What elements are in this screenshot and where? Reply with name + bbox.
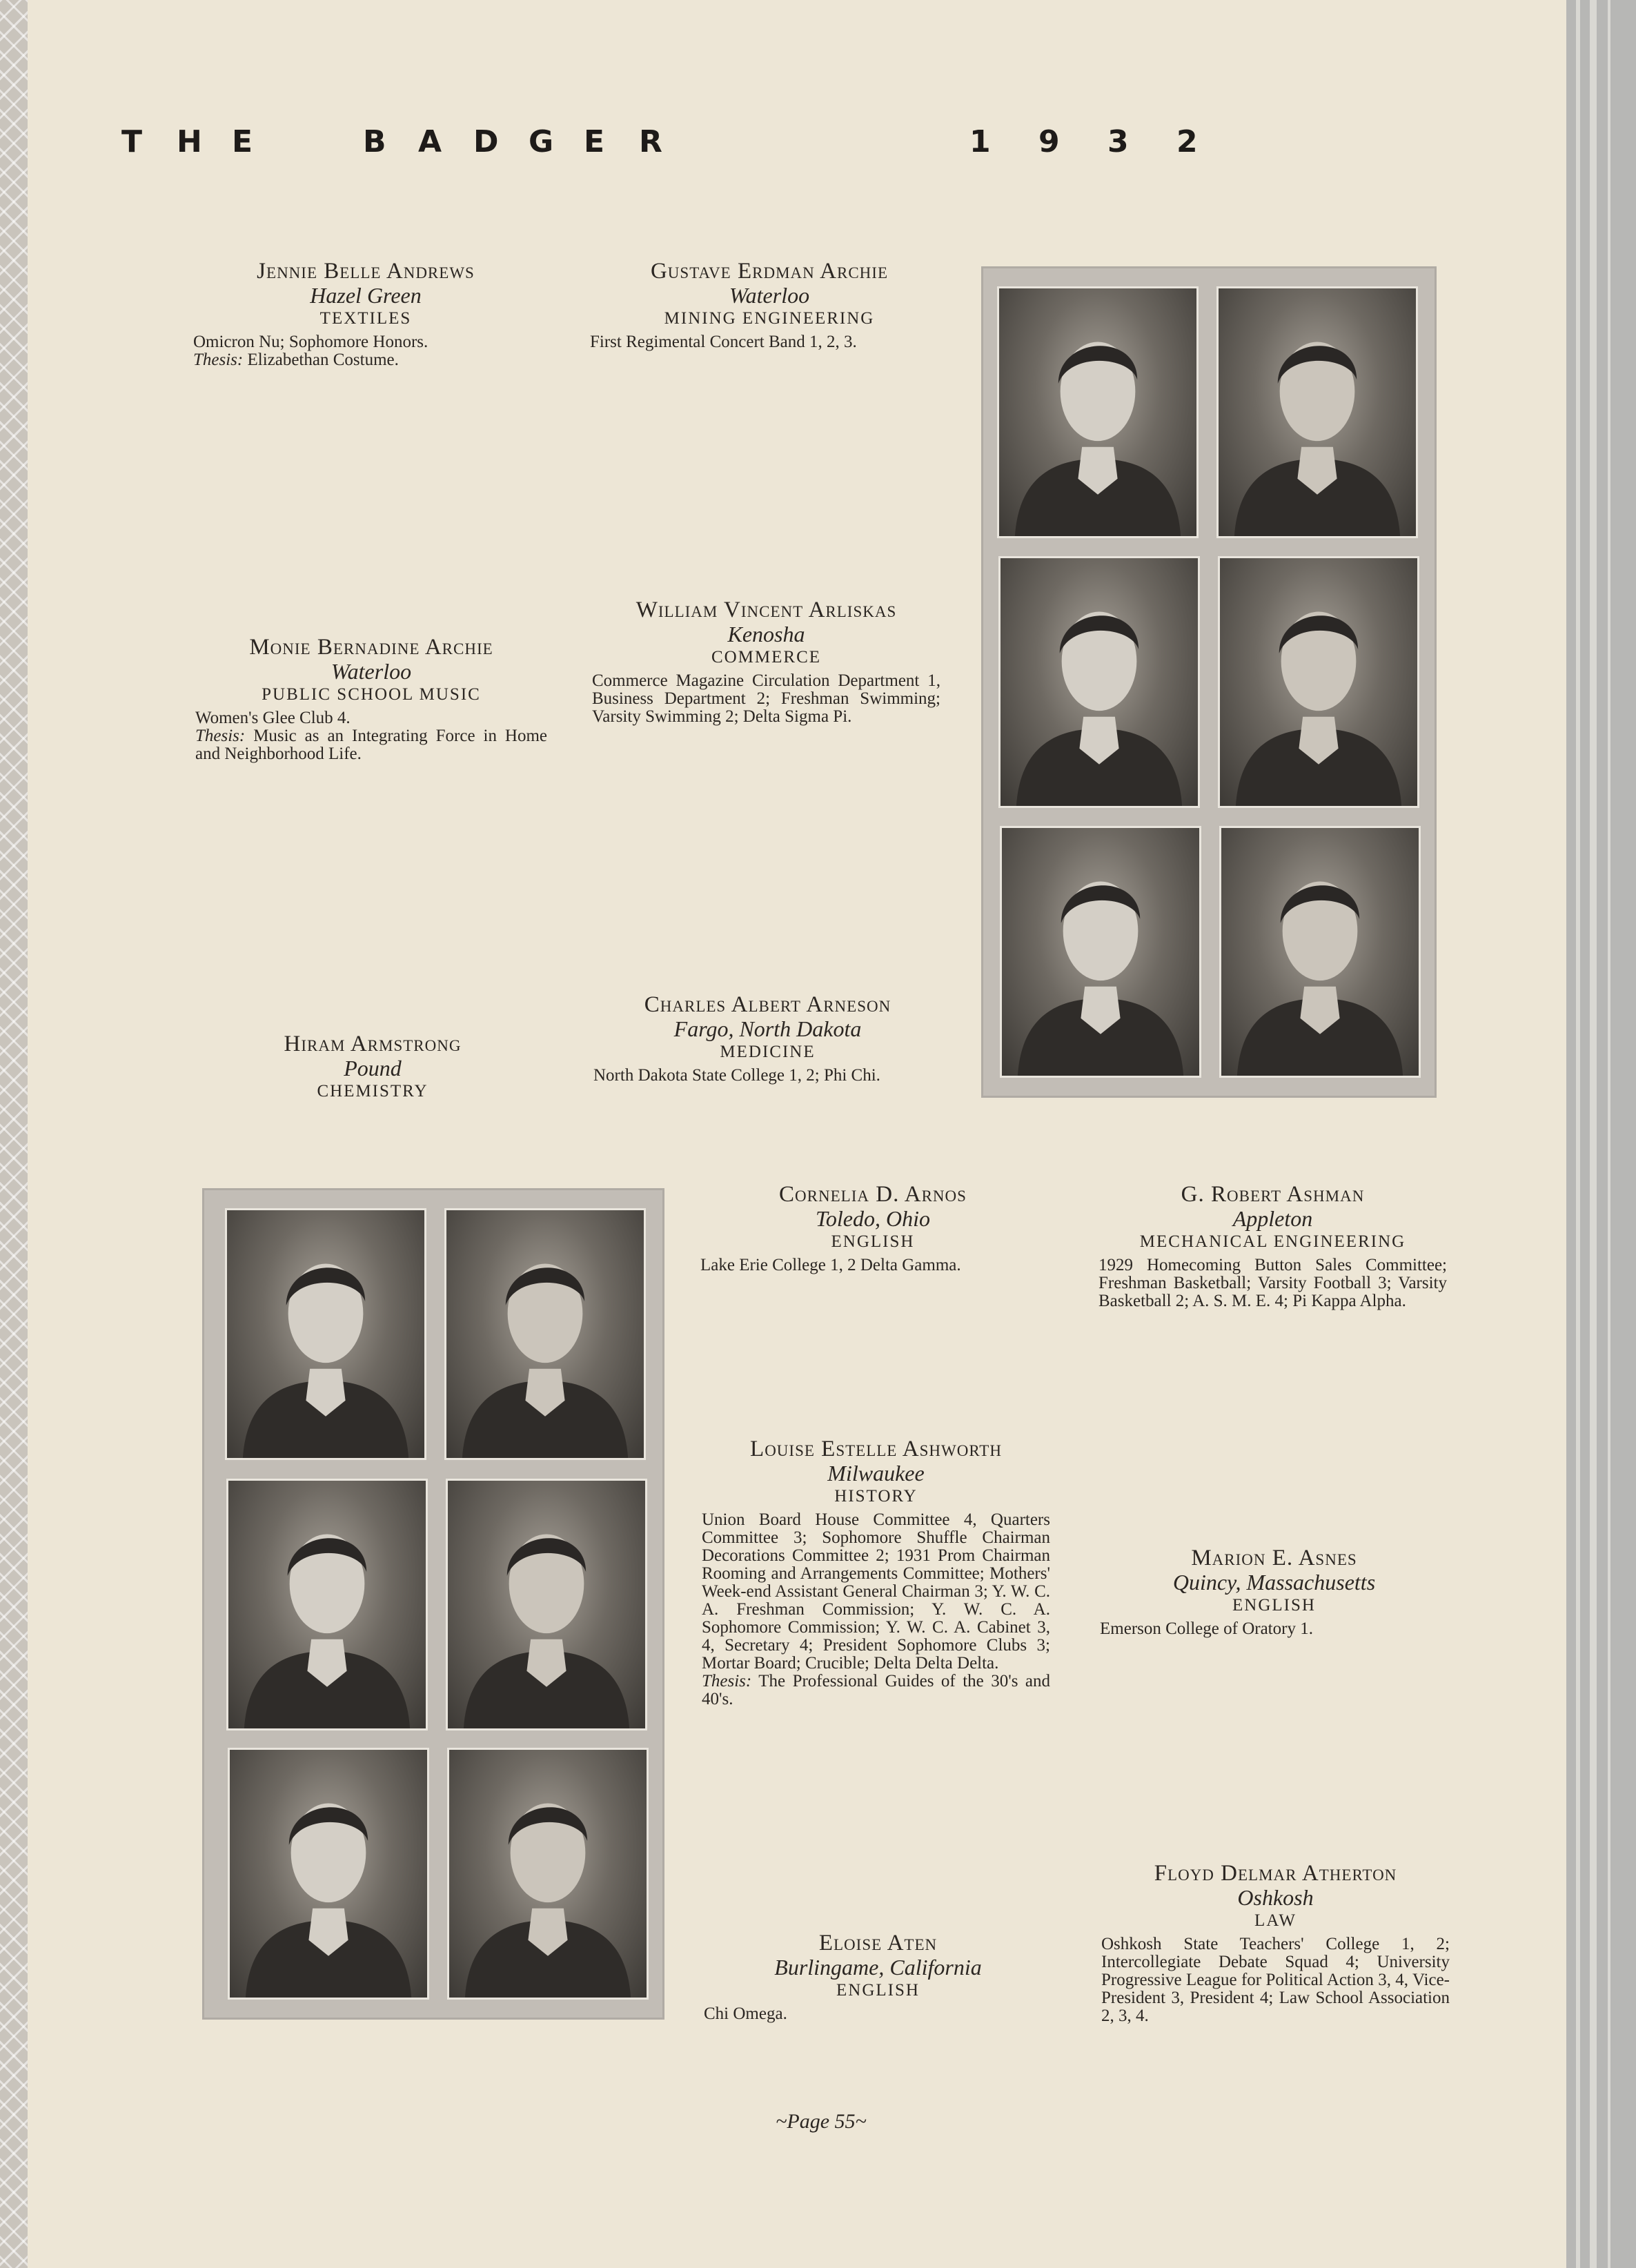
department: PUBLIC SCHOOL MUSIC bbox=[262, 685, 481, 704]
portrait-silhouette bbox=[1002, 828, 1199, 1076]
hometown: Quincy, Massachusetts bbox=[1172, 1570, 1376, 1595]
hometown: Burlingame, California bbox=[774, 1955, 982, 1980]
entry-monie-bernadine-archie bbox=[195, 635, 547, 763]
portrait-silhouette bbox=[228, 1481, 426, 1728]
entry-william-vincent-arliskas bbox=[592, 598, 940, 726]
portrait-silhouette bbox=[999, 288, 1196, 536]
hometown: Fargo, North Dakota bbox=[673, 1016, 862, 1041]
entry-hiram-armstrong bbox=[221, 1032, 524, 1103]
portrait-photo bbox=[1000, 826, 1201, 1078]
activities: Chi Omega. bbox=[704, 2004, 787, 2023]
department: MEDICINE bbox=[720, 1043, 816, 1061]
hometown: Appleton bbox=[1232, 1206, 1313, 1231]
portrait-photo bbox=[228, 1748, 429, 2000]
hometown: Pound bbox=[344, 1056, 402, 1081]
hometown: Kenosha bbox=[727, 622, 805, 647]
header-letter: 3 bbox=[1107, 124, 1129, 159]
activities: Commerce Magazine Circulation Department 1, Business Department 2; Freshman Swimming; Varsity Swimming 2; Delta Sigma Pi. bbox=[592, 671, 940, 726]
header-year-text bbox=[969, 121, 1245, 163]
department: MECHANICAL ENGINEERING bbox=[1139, 1232, 1406, 1251]
portrait-photo bbox=[226, 1479, 428, 1730]
student-name: Cornelia D. Arnos bbox=[779, 1182, 967, 1207]
header-letter: 2 bbox=[1176, 124, 1198, 159]
thesis-title: Elizabethan Costume. bbox=[247, 351, 399, 369]
right-page-edge bbox=[1566, 0, 1636, 2268]
student-name: Louise Estelle Ashworth bbox=[750, 1437, 1002, 1461]
student-name: Charles Albert Arneson bbox=[644, 992, 891, 1017]
header-letter: R bbox=[639, 124, 662, 159]
portrait-photo bbox=[1218, 556, 1419, 808]
activities: North Dakota State College 1, 2; Phi Chi. bbox=[593, 1066, 880, 1085]
entry-eloise-aten bbox=[704, 1931, 1052, 2023]
header-letter: B bbox=[363, 124, 386, 159]
thesis-label: Thesis: bbox=[702, 1672, 752, 1690]
department: LAW bbox=[1254, 1911, 1297, 1930]
thesis-label: Thesis: bbox=[193, 351, 244, 369]
entry-g-robert-ashman bbox=[1098, 1182, 1447, 1310]
entry-gustave-erdman-archie bbox=[590, 259, 949, 351]
header-letter: G bbox=[529, 124, 554, 159]
hometown: Milwaukee bbox=[827, 1461, 925, 1486]
student-name: Hiram Armstrong bbox=[284, 1032, 462, 1056]
activities: Lake Erie College 1, 2 Delta Gamma. bbox=[700, 1256, 961, 1274]
activities: Union Board House Committee 4, Quarters Committee 3; Sophomore Shuffle Chairman Decorations Committee 2; 1931 Prom Chairman Rooming and Arrangements Committee; Mothers' Week-end Assistant General Chairman 3; Y. W. C. A. Freshman Commission; Y. W. C. A. Sophomore Commission; Y. W. C. A. Cabinet 3, 4, Secretary 4; President Sophomore Clubs 3; Mortar Board; Crucible; Delta Delta Delta. bbox=[702, 1510, 1050, 1673]
header-letter: D bbox=[473, 124, 499, 159]
portrait-silhouette bbox=[230, 1750, 427, 1998]
thesis-label: Thesis: bbox=[195, 727, 246, 745]
entry-charles-albert-arneson bbox=[593, 992, 942, 1085]
department: TEXTILES bbox=[319, 309, 412, 328]
portrait-photo bbox=[997, 286, 1199, 538]
hometown: Waterloo bbox=[729, 283, 810, 308]
student-name: G. Robert Ashman bbox=[1181, 1182, 1365, 1207]
hometown: Oshkosh bbox=[1237, 1885, 1314, 1910]
activities: Oshkosh State Teachers' College 1, 2; Intercollegiate Debate Squad 4; University Progressive League for Political Action 3, 4, Vice-President 3, President 4; Law School Association 2, 3, 4. bbox=[1101, 1935, 1450, 2025]
running-header-year bbox=[969, 121, 1245, 163]
entry-floyd-delmar-atherton bbox=[1101, 1861, 1450, 2025]
running-header-title bbox=[121, 121, 694, 163]
portrait-photo bbox=[998, 556, 1200, 808]
student-name: Gustave Erdman Archie bbox=[650, 259, 889, 284]
hometown: Waterloo bbox=[331, 659, 412, 684]
department: COMMERCE bbox=[711, 648, 822, 667]
entry-louise-estelle-ashworth bbox=[702, 1437, 1050, 1708]
department: ENGLISH bbox=[836, 1981, 920, 2000]
activities: Women's Glee Club 4. bbox=[195, 709, 351, 727]
portrait-silhouette bbox=[1221, 828, 1419, 1076]
portrait-photo bbox=[447, 1748, 649, 2000]
header-title-text bbox=[121, 121, 694, 163]
portrait-silhouette bbox=[1001, 558, 1198, 806]
header-letter: 9 bbox=[1038, 124, 1060, 159]
header-letter: T bbox=[121, 124, 143, 159]
thesis-title: Music as an Integrating Force in Home and Neighborhood Life. bbox=[195, 727, 548, 763]
portrait-photo bbox=[225, 1208, 426, 1460]
department: ENGLISH bbox=[831, 1232, 915, 1251]
department: CHEMISTRY bbox=[317, 1082, 428, 1101]
header-letter: H bbox=[177, 124, 202, 159]
portrait-block-upper bbox=[981, 266, 1437, 1098]
portrait-silhouette bbox=[449, 1750, 647, 1998]
student-name: Marion E. Asnes bbox=[1191, 1546, 1357, 1570]
portrait-photo bbox=[1219, 826, 1421, 1078]
thesis bbox=[195, 727, 547, 763]
header-letter: E bbox=[584, 124, 605, 159]
decorative-left-border bbox=[0, 0, 28, 2268]
portrait-silhouette bbox=[227, 1210, 424, 1458]
portrait-photo bbox=[1216, 286, 1418, 538]
hometown: Hazel Green bbox=[310, 283, 422, 308]
student-name: Jennie Belle Andrews bbox=[257, 259, 475, 284]
portrait-photo bbox=[446, 1479, 647, 1730]
student-name: Monie Bernadine Archie bbox=[249, 635, 493, 660]
activities: Emerson College of Oratory 1. bbox=[1100, 1619, 1313, 1638]
activities: Omicron Nu; Sophomore Honors. bbox=[193, 333, 428, 351]
header-letter: A bbox=[418, 124, 442, 159]
portrait-silhouette bbox=[448, 1481, 645, 1728]
hometown: Toledo, Ohio bbox=[816, 1206, 930, 1231]
student-name: Eloise Aten bbox=[818, 1931, 938, 1955]
portrait-silhouette bbox=[446, 1210, 644, 1458]
entry-marion-e-asnes bbox=[1100, 1546, 1448, 1638]
activities: First Regimental Concert Band 1, 2, 3. bbox=[590, 333, 857, 351]
header-letter: E bbox=[232, 124, 253, 159]
department: HISTORY bbox=[834, 1487, 918, 1506]
thesis-title: The Professional Guides of the 30's and 40's. bbox=[702, 1672, 1050, 1708]
student-name: Floyd Delmar Atherton bbox=[1154, 1861, 1397, 1886]
portrait-silhouette bbox=[1219, 288, 1416, 536]
department: MINING ENGINEERING bbox=[664, 309, 875, 328]
student-name: William Vincent Arliskas bbox=[635, 598, 897, 622]
thesis bbox=[702, 1673, 1050, 1708]
portrait-block-lower bbox=[202, 1188, 664, 2020]
portrait-photo bbox=[444, 1208, 646, 1460]
portrait-silhouette bbox=[1220, 558, 1417, 806]
activities: 1929 Homecoming Button Sales Committee; Freshman Basketball; Varsity Football 3; Varsity Basketball 2; A. S. M. E. 4; Pi Kappa Alpha. bbox=[1098, 1256, 1447, 1310]
entry-cornelia-d-arnos bbox=[700, 1182, 1045, 1274]
page-number: ~Page 55~ bbox=[776, 2110, 867, 2133]
thesis bbox=[193, 351, 538, 369]
entry-jennie-belle-andrews bbox=[193, 259, 538, 369]
department: ENGLISH bbox=[1232, 1596, 1316, 1615]
header-letter: 1 bbox=[969, 124, 991, 159]
